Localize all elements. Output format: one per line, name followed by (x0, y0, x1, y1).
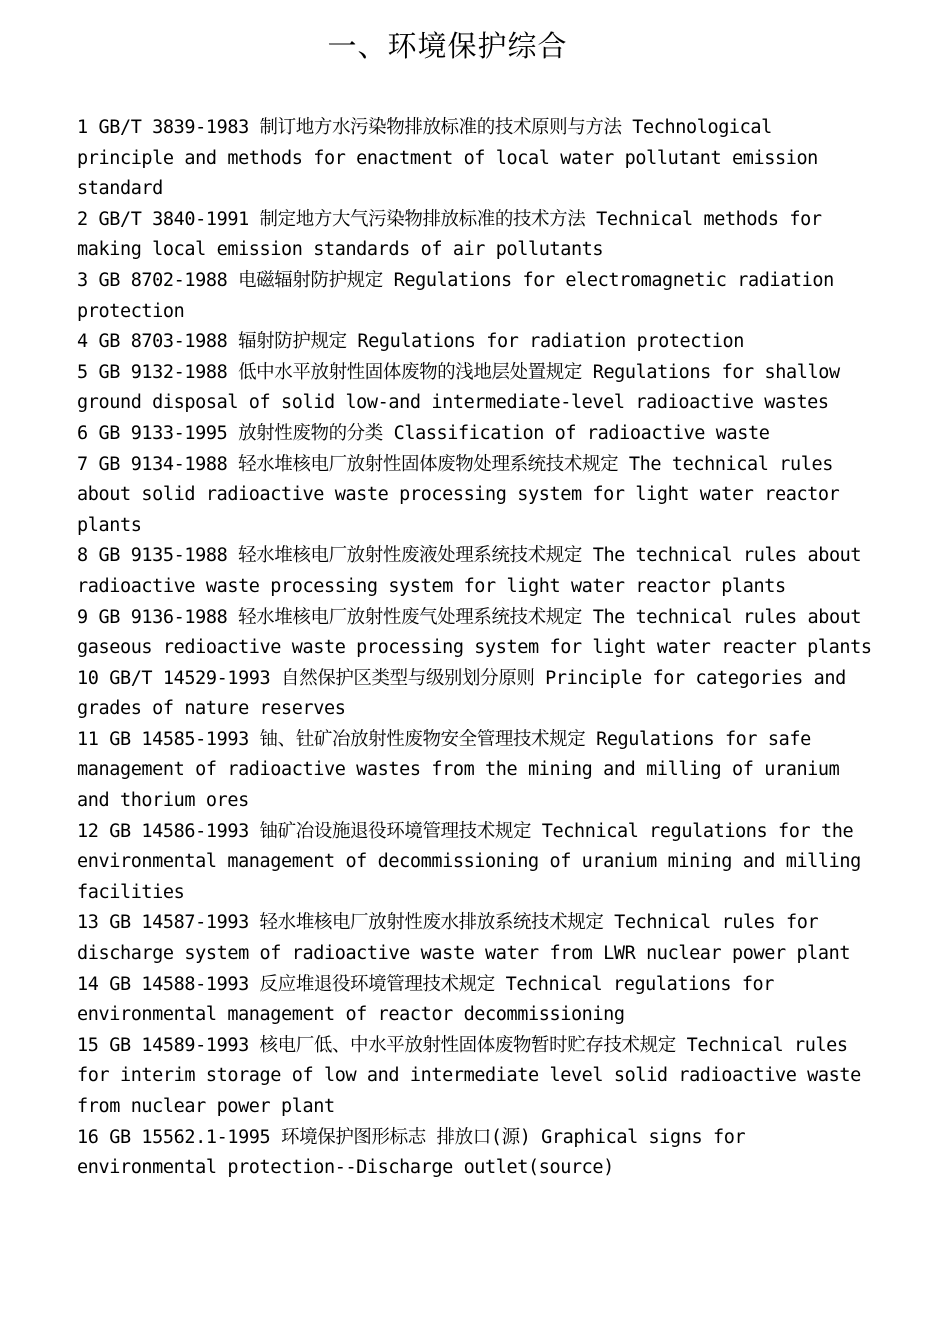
list-item: 15 GB 14589-1993 核电厂低、中水平放射性固体废物暂时贮存技术规定 Technical rules for interim storage of low and intermediate level solid radioactive waste from nuclear power plant (77, 1034, 861, 1117)
list-item: 12 GB 14586-1993 铀矿冶设施退役环境管理技术规定 Technical regulations for the environmental management of decommissioning of uranium mining and milling facilities (77, 820, 861, 903)
list-item: 13 GB 14587-1993 轻水堆核电厂放射性废水排放系统技术规定 Technical rules for discharge system of radioactive waste water from LWR nuclear power plant (77, 912, 851, 965)
list-item: 2 GB/T 3840-1991 制定地方大气污染物排放标准的技术方法 Technical methods for making local emission standards of air pollutants (77, 208, 822, 261)
list-item: 3 GB 8702-1988 电磁辐射防护规定 Regulations for electromagnetic radiation protection (77, 269, 834, 322)
list-item: 8 GB 9135-1988 轻水堆核电厂放射性废液处理系统技术规定 The technical rules about radioactive waste processing system for light water reactor plants (77, 545, 862, 597)
page-title: 一、环境保护综合 (327, 29, 568, 63)
list-item: 14 GB 14588-1993 反应堆退役环境管理技术规定 Technical regulations for environmental management of reactor decommissioning (77, 973, 775, 1026)
list-item: 1 GB/T 3839-1983 制订地方水污染物排放标准的技术原则与方法 Technological principle and methods for enactment of local water pollutant emission standard (77, 117, 818, 200)
standards-list (77, 113, 877, 1184)
list-item: 7 GB 9134-1988 轻水堆核电厂放射性固体废物处理系统技术规定 The technical rules about solid radioactive waste processing system for light water reactor plants (77, 453, 840, 536)
list-item: 16 GB 15562.1-1995 环境保护图形标志 排放口(源) Graphical signs for environmental protection--Discharge outlet(source) (77, 1126, 746, 1179)
list-item: 5 GB 9132-1988 低中水平放射性固体废物的浅地层处置规定 Regulations for shallow ground disposal of solid low-and intermediate-level radioactive wastes (77, 361, 840, 414)
list-item: 11 GB 14585-1993 铀、钍矿冶放射性废物安全管理技术规定 Regulations for safe management of radioactive wastes from the mining and milling of uranium and thorium ores (77, 728, 840, 812)
list-item: 6 GB 9133-1995 放射性废物的分类 Classification of radioactive waste (77, 422, 770, 444)
list-item: 4 GB 8703-1988 辐射防护规定 Regulations for radiation protection (77, 331, 744, 353)
list-item: 10 GB/T 14529-1993 自然保护区类型与级别划分原则 Principle for categories and grades of nature reserves (77, 667, 846, 720)
list-item: 9 GB 9136-1988 轻水堆核电厂放射性废气处理系统技术规定 The technical rules about gaseous redioactive waste processing system for light water reacter plants (77, 606, 872, 659)
